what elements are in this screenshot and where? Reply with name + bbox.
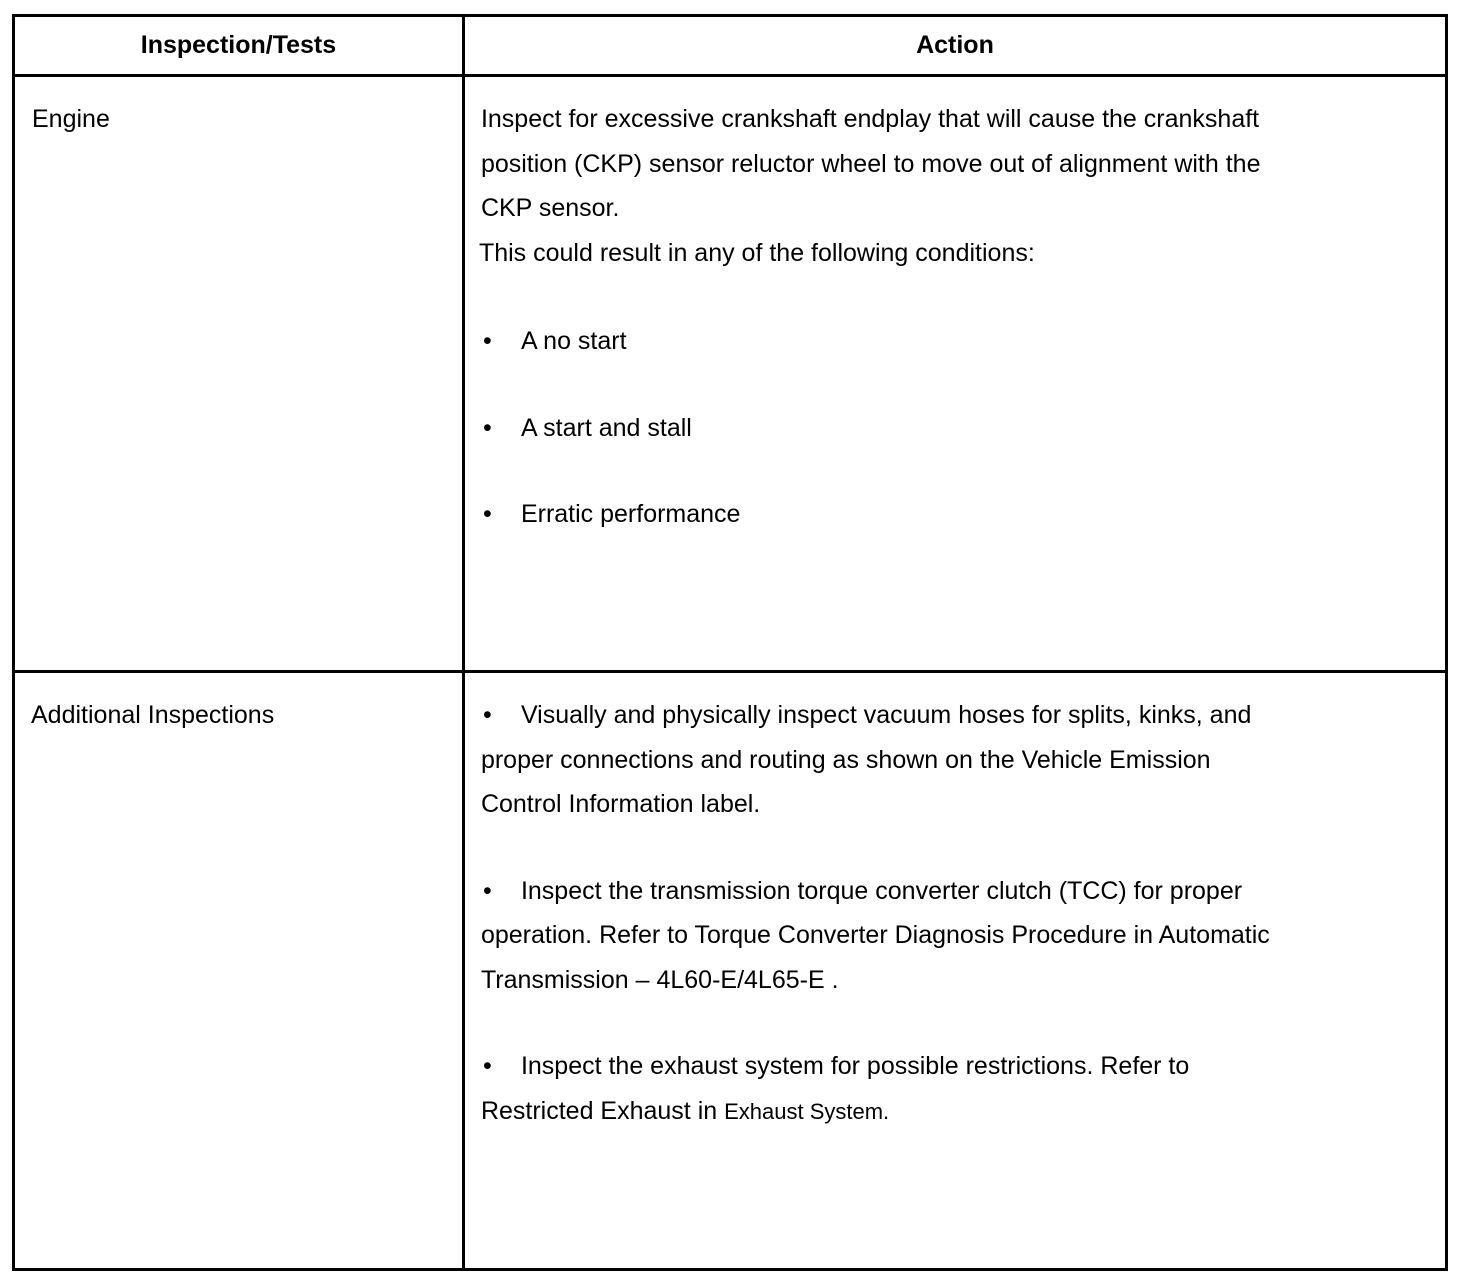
list-item [481,869,1429,1003]
item-text-line: Visually and physically inspect vacuum hoses for splits, kinks, and [520,701,1252,730]
bullet-icon: • [482,327,492,355]
cell-engine-label [14,76,464,672]
action-text-line: position (CKP) sensor reluctor wheel to move out of alignment with the [480,149,1261,178]
bullet-icon: • [482,413,492,442]
condition-text: A no start [520,327,627,355]
cell-additional-label [14,672,464,1270]
additional-inspections-list [481,693,1429,1134]
conditions-list [481,319,1429,537]
inspection-table [12,14,1448,1271]
row-label: Engine [32,105,110,133]
header-row [14,16,1447,76]
cell-additional-action [463,672,1446,1270]
item-text-line: Control Information label. [480,790,761,819]
conditions-lead-in: This could result in any of the following conditions: [478,238,1035,267]
bullet-icon: • [482,701,492,730]
item-text-line: Inspect the exhaust system for possible restrictions. Refer to [520,1052,1190,1081]
exhaust-system-reference: Exhaust System. [724,1098,890,1124]
bullet-icon: • [482,1052,492,1081]
table-row-engine [14,76,1447,672]
row-label: Additional Inspections [31,701,275,730]
list-item [481,319,1429,364]
table-row-additional-inspections [14,672,1447,1270]
condition-text: A start and stall [520,413,692,442]
action-text-line: Inspect for excessive crankshaft endplay that will cause the crankshaft [480,105,1260,133]
item-text-run: Restricted Exhaust in [480,1096,725,1125]
bullet-icon: • [482,500,492,528]
item-text-line: operation. Refer to Torque Converter Diagnosis Procedure in Automatic [480,921,1270,950]
item-text-line: Transmission – 4L60-E/4L65-E . [480,965,839,994]
bullet-icon: • [482,876,492,905]
header-action: Action [463,16,1446,76]
list-item [481,1044,1429,1134]
cell-engine-action [463,76,1446,672]
list-item [481,693,1429,827]
condition-text: Erratic performance [520,500,741,528]
item-text-line: Inspect the transmission torque converter clutch (TCC) for proper [520,876,1243,905]
header-inspection-tests: Inspection/Tests [14,16,464,76]
action-text-line: CKP sensor. [480,194,620,222]
item-text-line: proper connections and routing as shown on the Vehicle Emission [480,745,1211,774]
list-item [481,492,1429,537]
list-item [481,406,1429,451]
